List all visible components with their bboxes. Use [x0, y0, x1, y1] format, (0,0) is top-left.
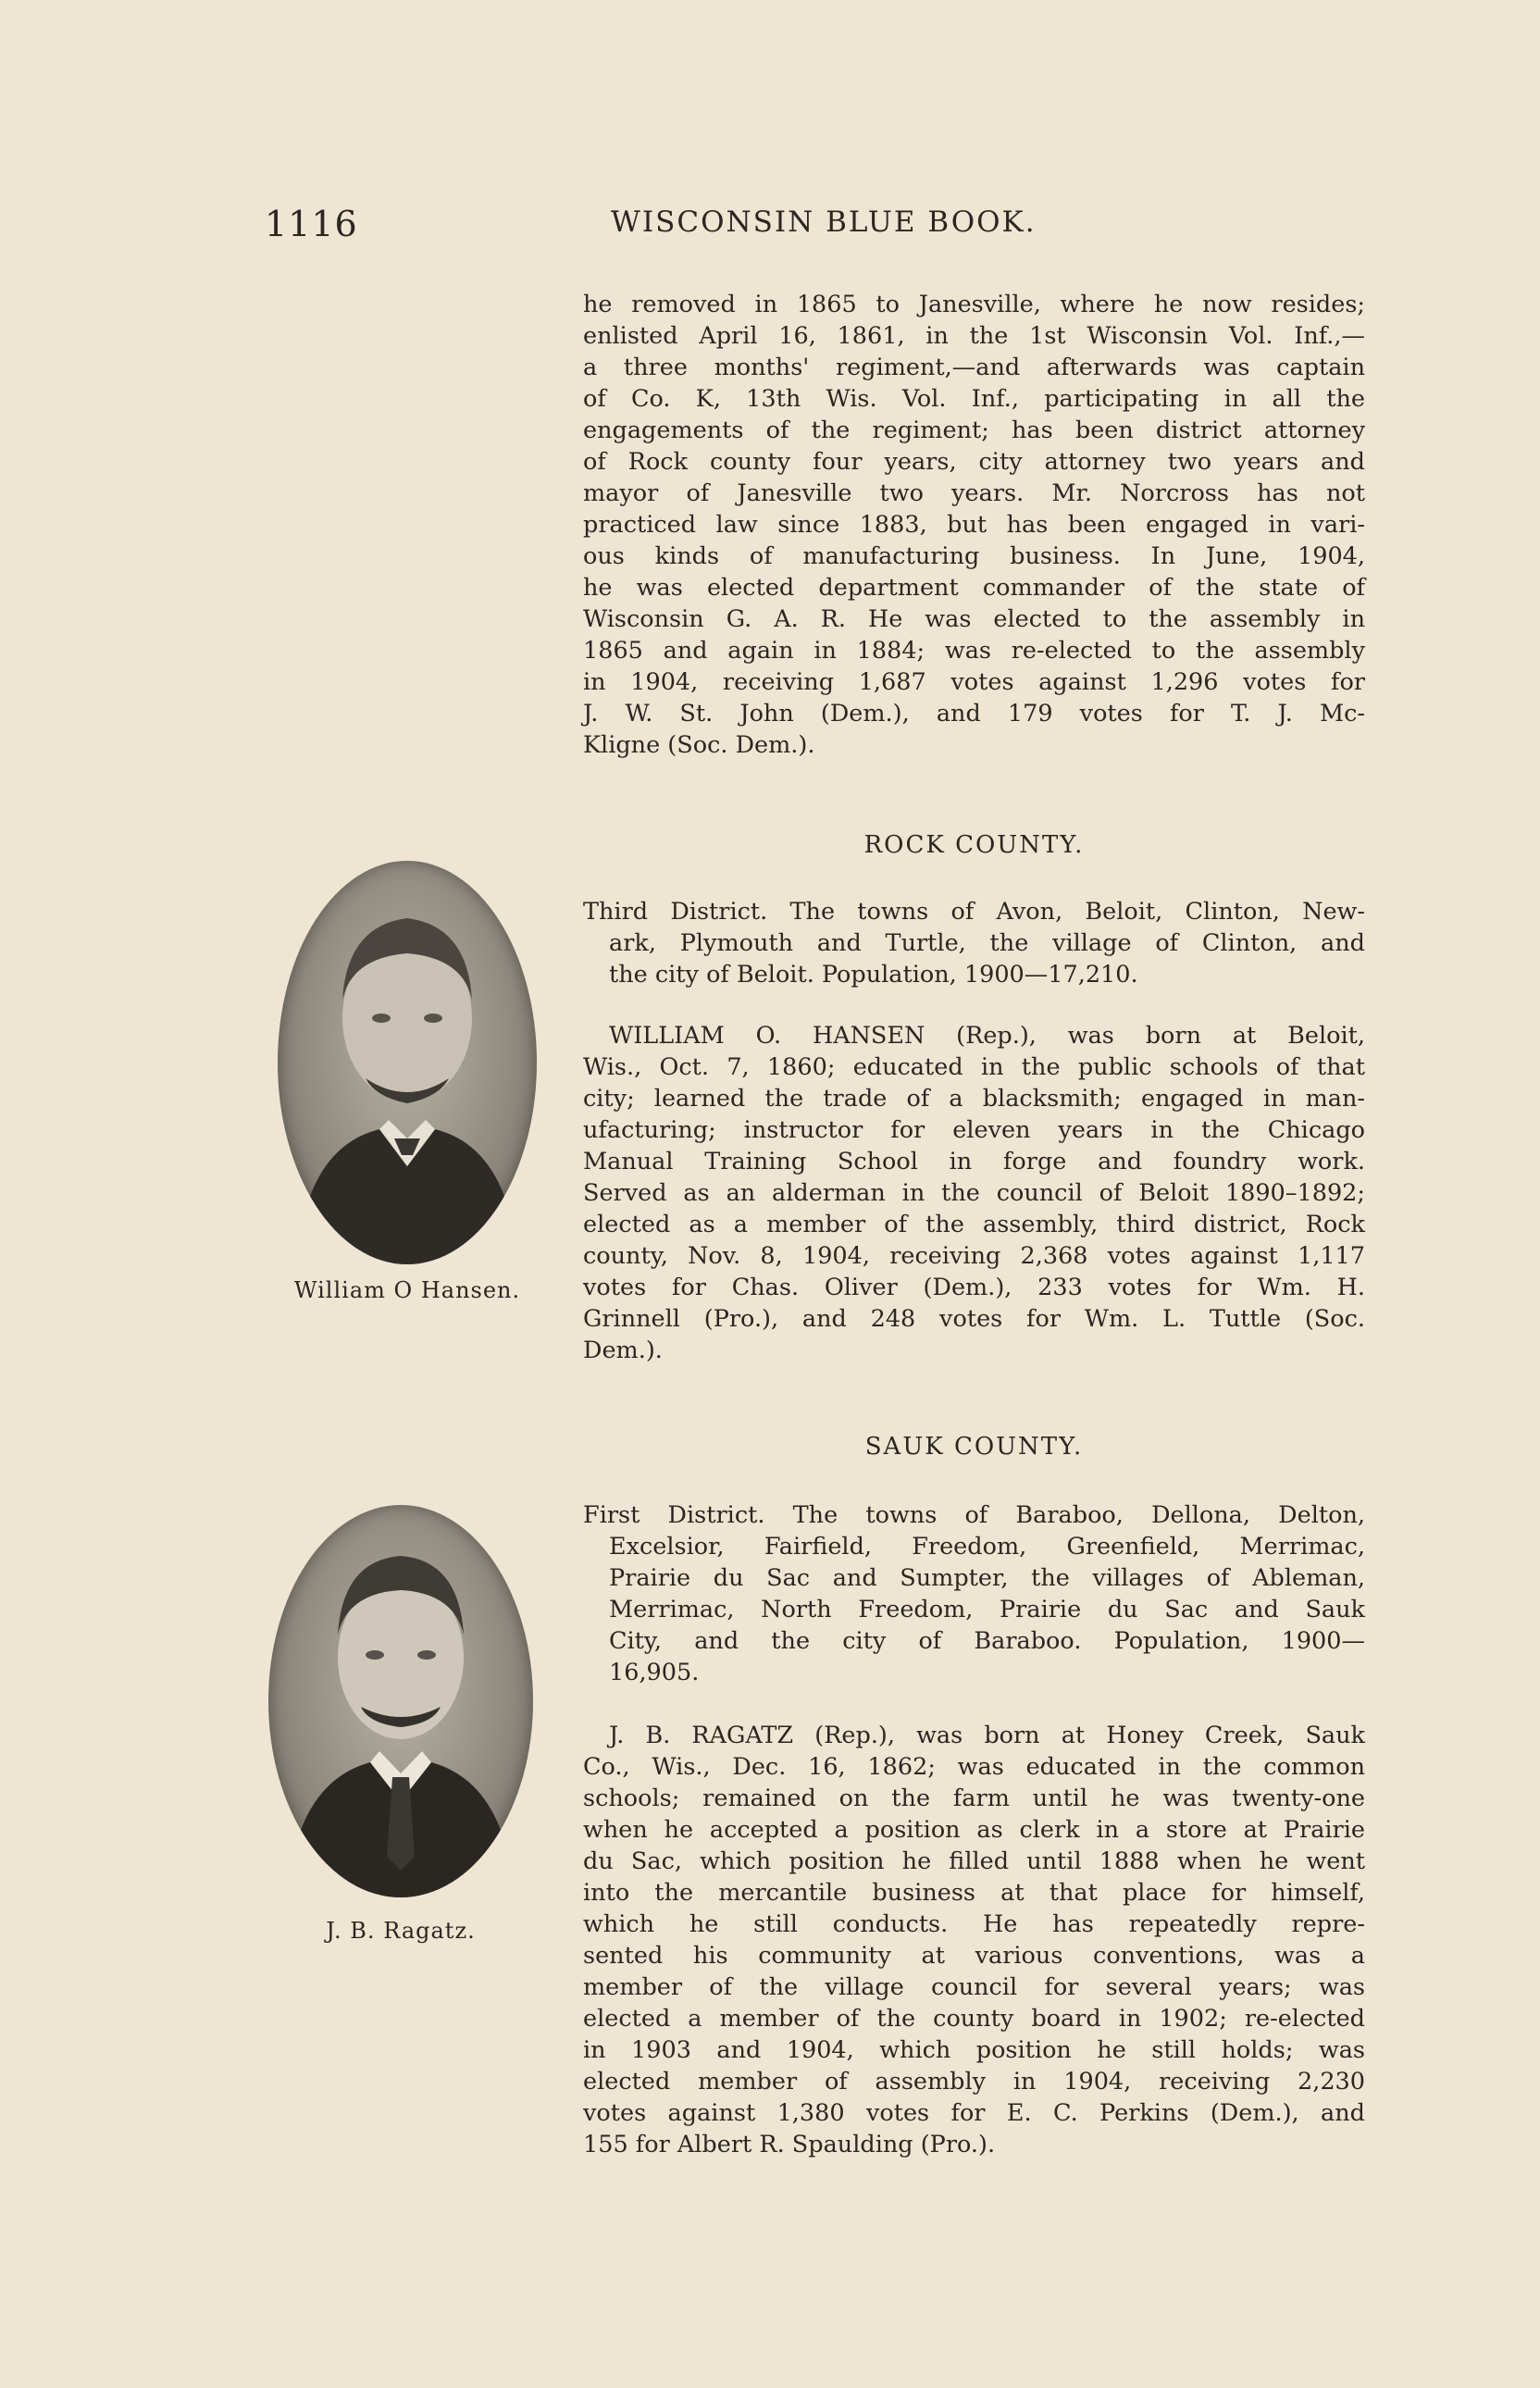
text-line: Wisconsin G. A. R. He was elected to the assembly in [583, 605, 1365, 633]
text-line: county, Nov. 8, 1904, receiving 2,368 votes against 1,117 [583, 1242, 1365, 1270]
text-line: votes for Chas. Oliver (Dem.), 233 votes for Wm. H. [583, 1274, 1365, 1301]
text-line: Served as an alderman in the council of Beloit 1890–1892; [583, 1179, 1365, 1207]
rock-district-description [583, 896, 1365, 990]
text-line: the city of Beloit. Population, 1900—17,210. [609, 961, 1138, 989]
ragatz-portrait-image [268, 1505, 533, 1897]
text-line: Excelsior, Fairfield, Freedom, Greenfield, Merrimac, [609, 1533, 1365, 1561]
text-line: in 1903 and 1904, which position he still holds; was [583, 2036, 1365, 2064]
hansen-biography [583, 1020, 1365, 1366]
text-line: Wis., Oct. 7, 1860; educated in the public schools of that [583, 1053, 1365, 1081]
text-line: ark, Plymouth and Turtle, the village of Clinton, and [609, 929, 1365, 957]
text-line: 155 for Albert R. Spaulding (Pro.). [583, 2131, 996, 2158]
text-line: J. W. St. John (Dem.), and 179 votes for T. J. Mc- [583, 700, 1365, 728]
text-line: schools; remained on the farm until he was twenty-one [583, 1785, 1365, 1812]
text-line: ous kinds of manufacturing business. In June, 1904, [583, 542, 1365, 570]
ragatz-caption: J. B. Ragatz. [326, 1918, 476, 1944]
hansen-caption: William O Hansen. [293, 1277, 521, 1303]
text-line: into the mercantile business at that place for himself, [583, 1879, 1365, 1907]
text-line: mayor of Janesville two years. Mr. Norcross has not [583, 479, 1365, 507]
running-title: WISCONSIN BLUE BOOK. [611, 205, 1037, 239]
text-line: enlisted April 16, 1861, in the 1st Wisconsin Vol. Inf.,— [583, 322, 1365, 350]
text-line: Prairie du Sac and Sumpter, the villages of Ableman, [609, 1564, 1365, 1592]
text-line: City, and the city of Baraboo. Population, 1900— [609, 1627, 1365, 1655]
text-line: of Rock county four years, city attorney two years and [583, 448, 1365, 476]
text-line: elected member of assembly in 1904, receiving 2,230 [583, 2068, 1365, 2096]
text-line: engagements of the regiment; has been district attorney [583, 417, 1365, 444]
text-line: Kligne (Soc. Dem.). [583, 731, 815, 759]
hansen-portrait-image [278, 861, 537, 1264]
text-line: Grinnell (Pro.), and 248 votes for Wm. L. Tuttle (Soc. [583, 1305, 1365, 1333]
text-line: Dem.). [583, 1337, 663, 1364]
text-line: a three months' regiment,—and afterwards was captain [583, 354, 1365, 381]
text-line: when he accepted a position as clerk in a store at Prairie [583, 1816, 1365, 1844]
text-line: WILLIAM O. HANSEN (Rep.), was born at Beloit, [609, 1022, 1365, 1050]
text-line: sented his community at various conventions, was a [583, 1942, 1365, 1970]
rock-county-heading: ROCK COUNTY. [863, 831, 1085, 859]
text-line: he was elected department commander of the state of [583, 574, 1365, 602]
page-number: 1116 [265, 204, 358, 244]
sauk-county-heading: SAUK COUNTY. [864, 1433, 1084, 1461]
text-line: practiced law since 1883, but has been engaged in vari- [583, 511, 1365, 539]
text-line: elected as a member of the assembly, third district, Rock [583, 1211, 1365, 1238]
text-line: votes against 1,380 votes for E. C. Perkins (Dem.), and [583, 2099, 1365, 2127]
ragatz-portrait [268, 1505, 533, 1897]
continuation-paragraph [583, 289, 1365, 761]
text-line: in 1904, receiving 1,687 votes against 1,296 votes for [583, 668, 1365, 696]
text-line: Manual Training School in forge and foundry work. [583, 1148, 1365, 1175]
text-line: which he still conducts. He has repeatedly repre- [583, 1910, 1365, 1938]
text-line: of Co. K, 13th Wis. Vol. Inf., participating in all the [583, 385, 1365, 413]
text-line: J. B. RAGATZ (Rep.), was born at Honey Creek, Sauk [609, 1722, 1365, 1749]
text-line: ufacturing; instructor for eleven years in the Chicago [583, 1116, 1365, 1144]
text-line: Third District. The towns of Avon, Beloit, Clinton, New- [583, 898, 1365, 926]
text-line: First District. The towns of Baraboo, Dellona, Delton, [583, 1501, 1365, 1529]
text-line: city; learned the trade of a blacksmith; engaged in man- [583, 1085, 1365, 1113]
ragatz-biography [583, 1720, 1365, 2160]
text-line: he removed in 1865 to Janesville, where he now resides; [583, 291, 1365, 318]
text-line: Co., Wis., Dec. 16, 1862; was educated in the common [583, 1753, 1365, 1781]
text-line: Merrimac, North Freedom, Prairie du Sac and Sauk [609, 1596, 1365, 1623]
text-line: member of the village council for several years; was [583, 1973, 1365, 2001]
sauk-district-description [583, 1499, 1365, 1688]
text-line: 1865 and again in 1884; was re-elected to the assembly [583, 637, 1365, 665]
text-line: 16,905. [609, 1659, 700, 1686]
text-line: du Sac, which position he filled until 1888 when he went [583, 1847, 1365, 1875]
hansen-portrait [278, 861, 537, 1264]
text-line: elected a member of the county board in 1902; re-elected [583, 2005, 1365, 2033]
